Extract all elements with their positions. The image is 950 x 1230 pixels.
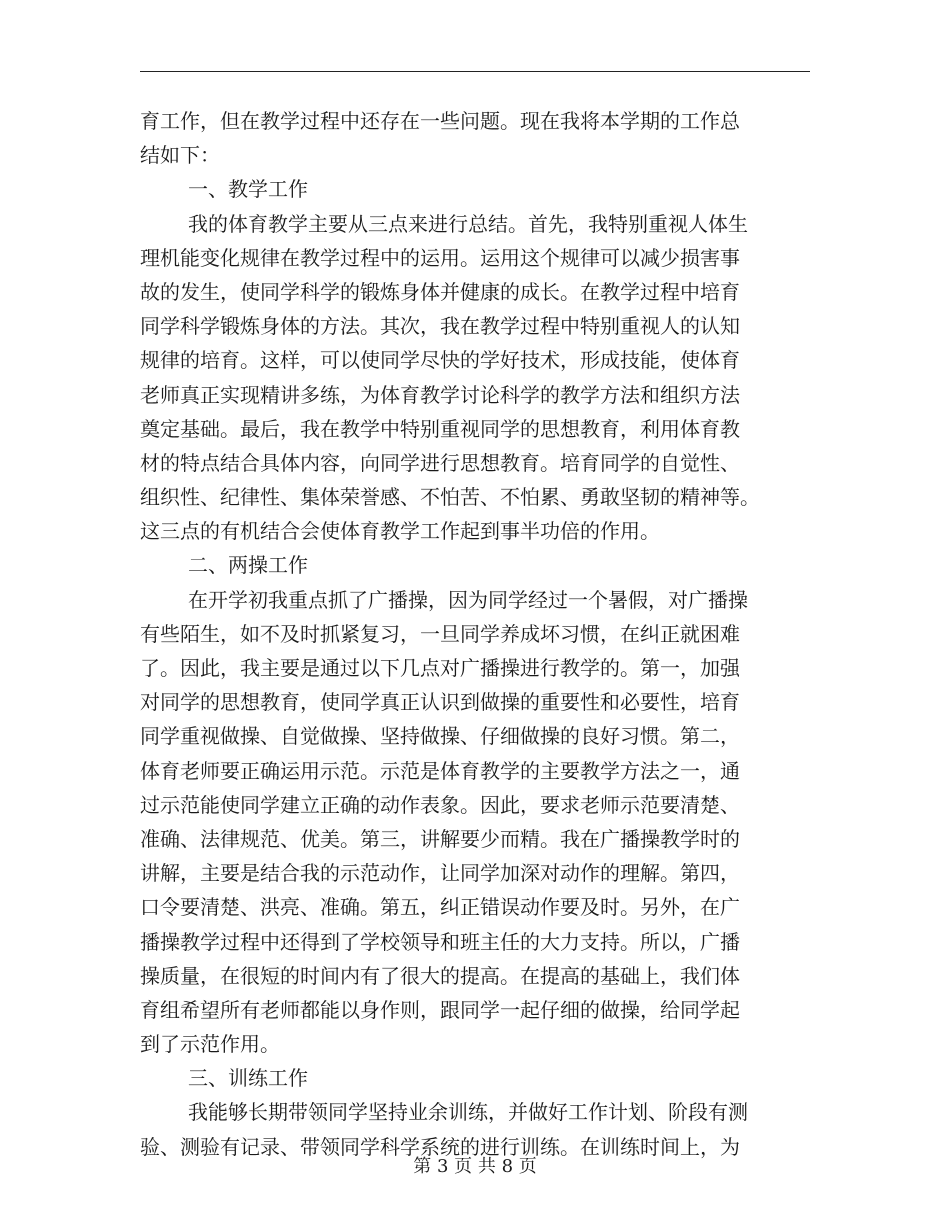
text-line: 同学重视做操、自觉做操、坚持做操、仔细做操的良好习惯。第二，: [140, 724, 740, 749]
text-line: 有些陌生，如不及时抓紧复习，一旦同学养成坏习惯，在纠正就困难: [140, 621, 740, 646]
text-line: 老师真正实现精讲多练，为体育教学讨论科学的教学方法和组织方法: [140, 382, 740, 407]
text-line: 验、测验有记录、带领同学科学系统的进行训练。在训练时间上，为: [140, 1134, 740, 1159]
text-line: 过示范能使同学建立正确的动作表象。因此，要求老师示范要清楚、: [140, 792, 740, 817]
text-line: 准确、法律规范、优美。第三，讲解要少而精。我在广播操教学时的: [140, 826, 740, 851]
text-line: 规律的培育。这样，可以使同学尽快的学好技术，形成技能，使体育: [140, 348, 740, 373]
text-line: 操质量，在很短的时间内有了很大的提高。在提高的基础上，我们体: [140, 963, 740, 988]
text-line: 二、两操工作: [188, 553, 308, 578]
text-line: 奠定基础。最后，我在教学中特别重视同学的思想教育，利用体育教: [140, 416, 740, 441]
text-line: 这三点的有机结合会使体育教学工作起到事半功倍的作用。: [140, 519, 660, 544]
text-line: 体育老师要正确运用示范。示范是体育教学的主要教学方法之一，通: [140, 758, 740, 783]
text-line: 育工作，但在教学过程中还存在一些问题。现在我将本学期的工作总: [140, 109, 740, 133]
text-line: 三、训练工作: [188, 1066, 308, 1091]
text-line: 口令要清楚、洪亮、准确。第五，纠正错误动作要及时。另外，在广: [140, 895, 740, 920]
text-line: 在开学初我重点抓了广播操，因为同学经过一个暑假，对广播操: [188, 587, 748, 612]
text-line: 材的特点结合具体内容，向同学进行思想教育。培育同学的自觉性、: [140, 450, 740, 475]
page-footer: 第 3 页 共 8 页: [413, 1156, 537, 1177]
text-line: 育组希望所有老师都能以身作则，跟同学一起仔细的做操，给同学起: [140, 997, 740, 1022]
text-line: 结如下：: [140, 143, 220, 168]
text-line: 我能够长期带领同学坚持业余训练，并做好工作计划、阶段有测: [188, 1100, 748, 1125]
header-rule: [140, 71, 810, 72]
text-line: 了。因此，我主要是通过以下几点对广播操进行教学的。第一，加强: [140, 656, 740, 680]
text-line: 我的体育教学主要从三点来进行总结。首先，我特别重视人体生: [188, 211, 748, 236]
text-line: 一、教学工作: [188, 177, 308, 202]
text-line: 理机能变化规律在教学过程中的运用。运用这个规律可以减少损害事: [140, 245, 740, 270]
text-line: 讲解，主要是结合我的示范动作，让同学加深对动作的理解。第四，: [140, 861, 740, 886]
text-line: 播操教学过程中还得到了学校领导和班主任的大力支持。所以，广播: [140, 929, 740, 954]
text-line: 对同学的思想教育，使同学真正认识到做操的重要性和必要性，培育: [140, 690, 740, 715]
text-line: 组织性、纪律性、集体荣誉感、不怕苦、不怕累、勇敢坚韧的精神等。: [140, 485, 760, 510]
text-line: 同学科学锻炼身体的方法。其次，我在教学过程中特别重视人的认知: [140, 314, 740, 339]
text-line: 故的发生，使同学科学的锻炼身体并健康的成长。在教学过程中培育: [140, 279, 740, 304]
text-line: 到了示范作用。: [140, 1032, 280, 1057]
document-body: [140, 104, 812, 1164]
